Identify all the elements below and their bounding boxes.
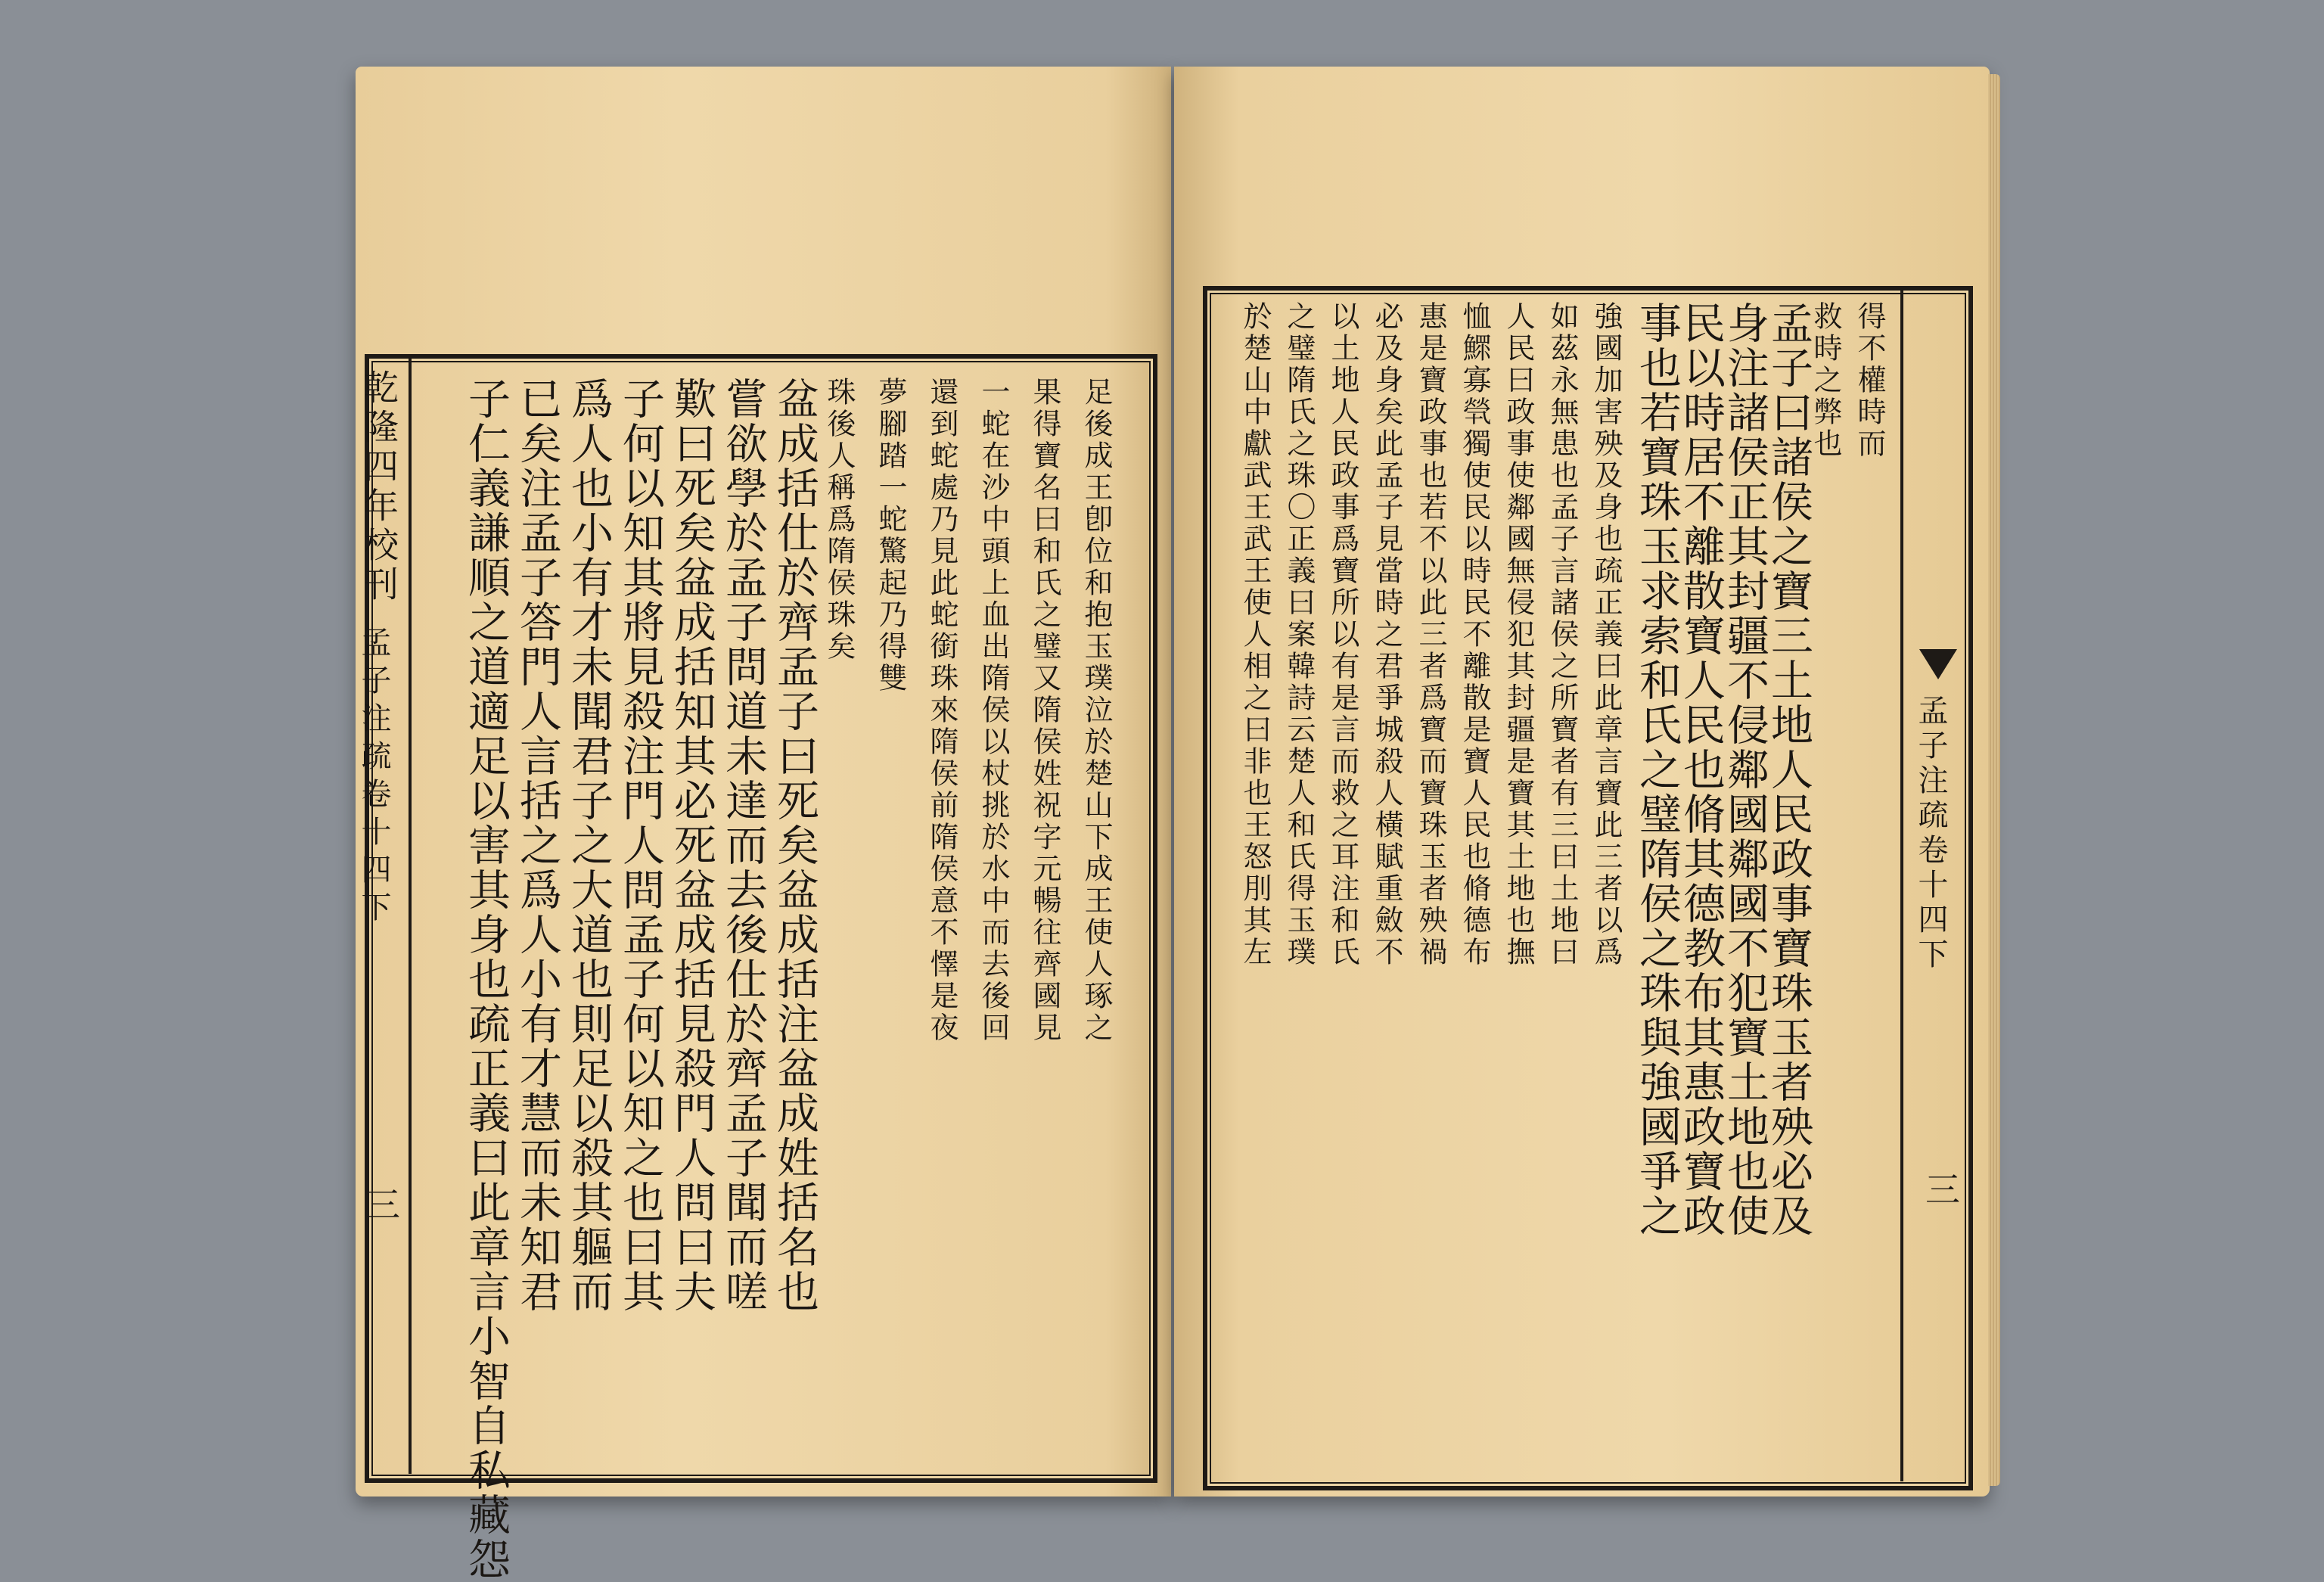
text-column: 足後成王卽位和抱玉璞泣於楚山下成王使人琢之 bbox=[1080, 377, 1113, 1044]
text-column: 惠是寶政事也若不以此三者爲寶而寶珠玉者殃禍 bbox=[1414, 301, 1447, 968]
text-column: 珠後人稱爲隋侯珠矣 bbox=[822, 377, 856, 663]
text-column: 之璧隋氏之珠〇正義曰案韓詩云楚人和氏得玉璞 bbox=[1282, 301, 1316, 968]
text-column: 人民曰政事使鄰國無侵犯其封疆是寶其土地也撫 bbox=[1502, 301, 1535, 968]
text-column: 一蛇在沙中頭上血出隋侯以杖挑於水中而去後回 bbox=[977, 377, 1010, 1044]
text-column: 事也若寶珠玉求索和氏之璧隋侯之珠與強國爭之 bbox=[1633, 301, 1682, 1239]
left-spine-rule bbox=[409, 354, 412, 1474]
text-column: 得不權時而 bbox=[1853, 301, 1886, 460]
right-page bbox=[1174, 67, 1990, 1497]
text-column: 救時之弊也 bbox=[1809, 301, 1842, 460]
text-column: 於楚山中獻武王武王使人相之曰非也王怒刖其左 bbox=[1238, 301, 1272, 968]
text-column: 已矣注孟子答門人言括之爲人小有才慧而未知君 bbox=[513, 377, 562, 1314]
text-column: 身注諸侯正其封疆不侵鄰國鄰國不犯寶土地也使 bbox=[1720, 301, 1769, 1239]
right-page-border bbox=[1203, 286, 1973, 1490]
left-edge-title: 乾隆四年校刊 bbox=[359, 369, 399, 605]
text-column: 夢腳踏一蛇驚起乃得雙 bbox=[874, 377, 907, 695]
text-column: 嘗欲學於孟子問道未達而去後仕於齊孟子聞而嗟 bbox=[719, 377, 768, 1314]
text-column: 孟子曰諸侯之寶三土地人民政事寶珠玉者殃必及 bbox=[1764, 301, 1813, 1239]
text-column: 民以時居不離散寶人民也脩其德教布其惠政寶政 bbox=[1676, 301, 1726, 1239]
right-edge-title: 孟子注疏卷十四下 bbox=[1913, 695, 1948, 973]
page-edge-stack bbox=[1988, 74, 2000, 1486]
left-center-title: 孟子注疏卷十四下 bbox=[356, 626, 391, 929]
text-column: 恤鰥寡煢獨使民以時民不離散是寶人民也脩德布 bbox=[1458, 301, 1491, 968]
text-column: 爲人也小有才未聞君子之大道也則足以殺其軀而 bbox=[564, 377, 614, 1314]
text-column: 強國加害殃及身也疏正義曰此章言寶此三者以爲 bbox=[1589, 301, 1623, 968]
text-column: 如茲永無患也孟子言諸侯之所寶者有三曰土地曰 bbox=[1546, 301, 1579, 968]
left-leaf-number: 三 bbox=[360, 1186, 401, 1226]
text-column: 以土地人民政事爲寶所以有是言而救之耳注和氏 bbox=[1326, 301, 1359, 968]
left-page bbox=[356, 67, 1171, 1582]
text-column: 子仁義謙順之道適足以害其身也疏正義曰此章言小智自私藏怨 bbox=[461, 377, 511, 1582]
text-column: 還到蛇處乃見此蛇銜珠來隋侯前隋侯意不懌是夜 bbox=[925, 377, 958, 1044]
text-column: 果得寶名曰和氏之璧又隋侯姓祝字元暢往齊國見 bbox=[1028, 377, 1061, 1044]
text-column: 歎曰死矣盆成括知其必死盆成括見殺門人問曰夫 bbox=[667, 377, 716, 1314]
text-column: 必及身矣此孟子見當時之君爭城殺人橫賦重斂不 bbox=[1370, 301, 1403, 968]
open-book bbox=[356, 67, 1990, 1582]
text-column: 盆成括仕於齊孟子曰死矣盆成括注盆成姓括名也 bbox=[770, 377, 819, 1314]
right-leaf-number: 三 bbox=[1920, 1171, 1961, 1211]
right-spine-rule bbox=[1900, 286, 1903, 1481]
text-column: 子何以知其將見殺注門人問孟子何以知之也曰其 bbox=[616, 377, 665, 1314]
